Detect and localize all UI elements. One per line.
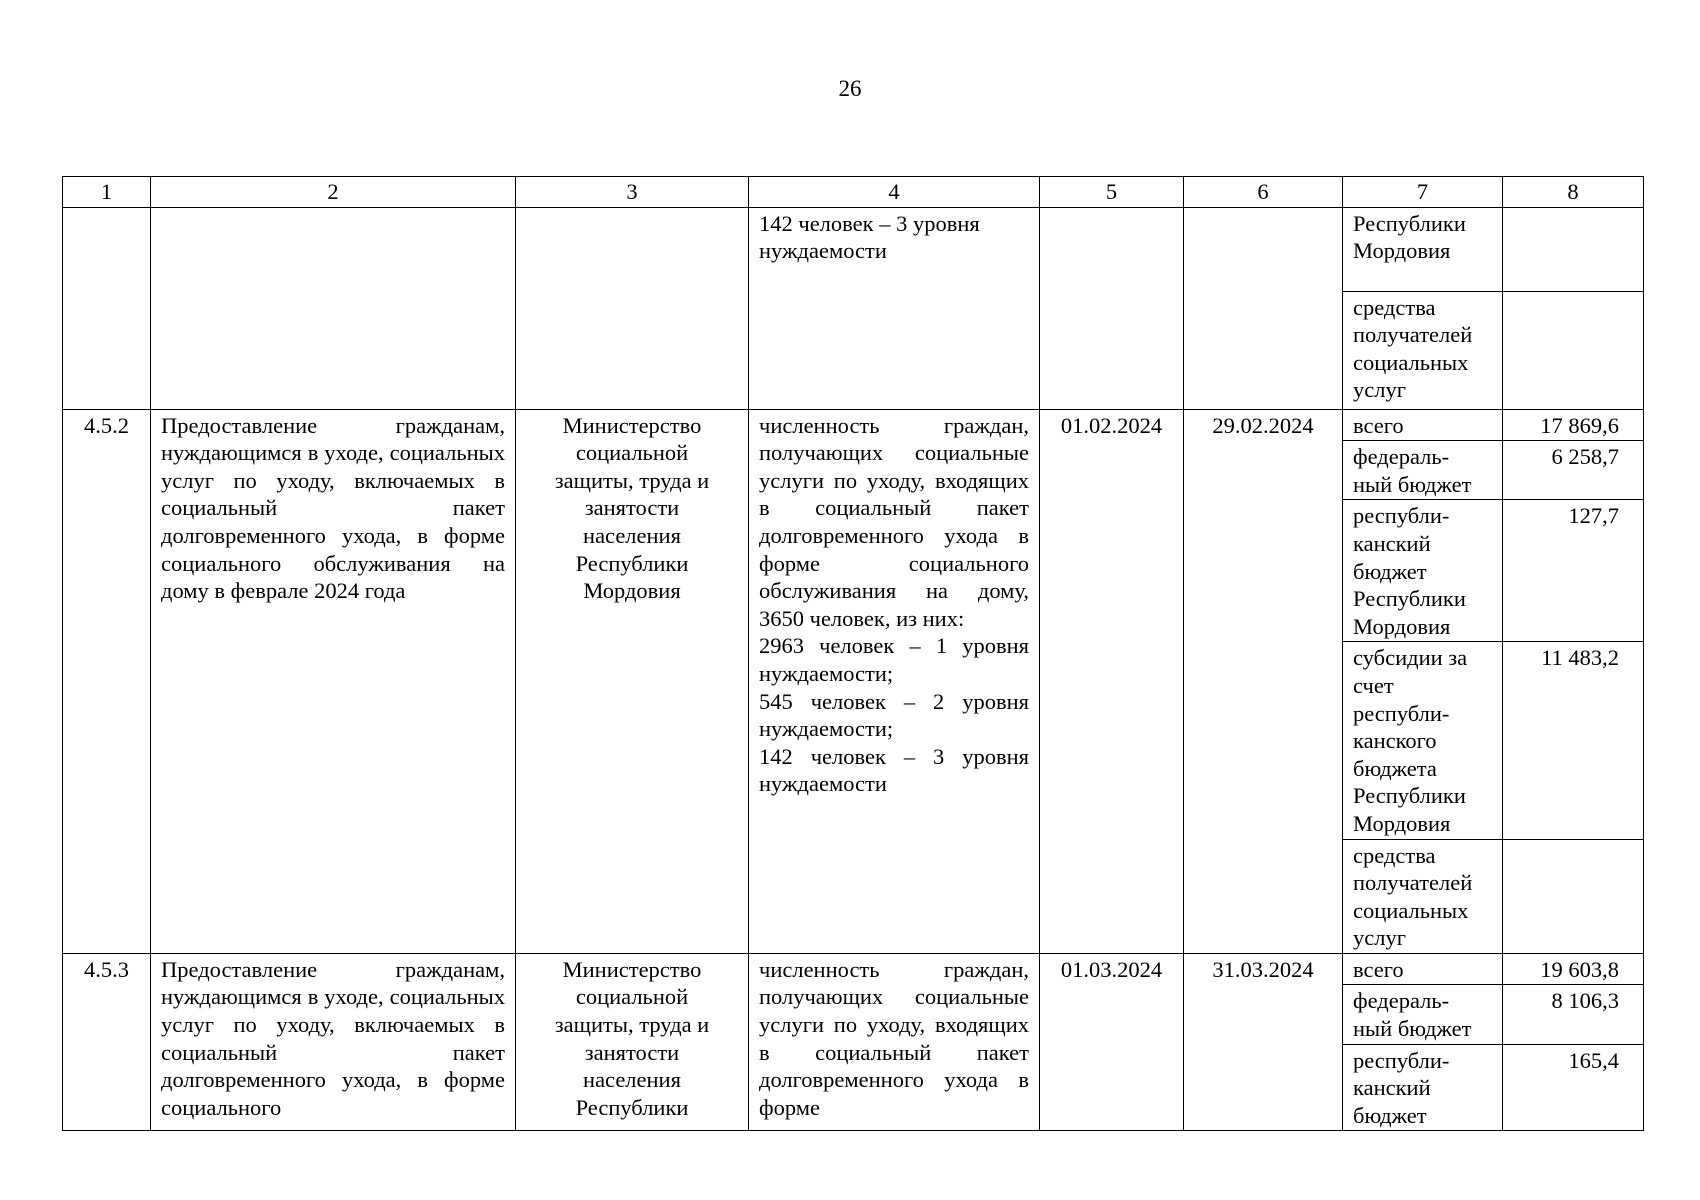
funding-amount: 8 106,3 [1503,985,1644,1044]
indicator-text: численность граждан, получающих социальные услуги по уходу, входящих в социальный пакет долговременного ухода в форме социального обслуживания на дому, 3650 человек, из них: 2963 человек – 1 уровня нуждаемости; 545 человек – 2 уровня нуждаемости; 142 человек – 3 уровня нуждаемости [749,409,1040,953]
start-date: 01.02.2024 [1040,409,1184,953]
column-number: 4 [749,177,1040,208]
plan-table [62,176,1644,1131]
funding-source: средства получателей социальных услуг [1343,291,1503,409]
column-number: 8 [1503,177,1644,208]
column-number: 6 [1184,177,1343,208]
page-number: 26 [838,76,862,101]
funding-source: средства получателей социальных услуг [1343,839,1503,953]
funding-amount [1503,207,1644,291]
funding-source: всего [1343,953,1503,985]
start-date: 01.03.2024 [1040,953,1184,1131]
cell-empty [1040,207,1184,409]
indicator-text: численность граждан, получающих социальные услуги по уходу, входящих в социальный пакет долговременного ухода в форме [749,953,1040,1131]
funding-source: республи- канский бюджет [1343,1044,1503,1131]
funding-source: федераль- ный бюджет [1343,441,1503,500]
item-number: 4.5.3 [63,953,151,1131]
indicator-text: 142 человек – 3 уровня нуждаемости [749,207,1040,409]
funding-amount: 127,7 [1503,500,1644,642]
item-number: 4.5.2 [63,409,151,953]
cell-empty [516,207,749,409]
funding-source: Республики Мордовия [1343,207,1503,291]
executor: Министерство социальной защиты, труда и занятости населения Республики Мордовия [516,409,749,953]
cell-empty [151,207,516,409]
funding-amount [1503,839,1644,953]
funding-source: республи- канский бюджет Республики Мордовия [1343,500,1503,642]
funding-source: всего [1343,409,1503,441]
column-number-row [63,177,1644,208]
item-name: Предоставление гражданам, нуждающимся в уходе, социальных услуг по уходу, включаемых в социальный пакет долговременного ухода, в форме социального обслуживания на дому в феврале 2024 года [151,409,516,953]
funding-amount: 11 483,2 [1503,642,1644,839]
column-number: 7 [1343,177,1503,208]
funding-amount [1503,291,1644,409]
funding-source: субсидии за счет республи- канского бюджета Республики Мордовия [1343,642,1503,839]
table-row [63,953,1644,985]
item-name: Предоставление гражданам, нуждающимся в уходе, социальных услуг по уходу, включаемых в социальный пакет долговременного ухода, в форме социального [151,953,516,1131]
column-number: 5 [1040,177,1184,208]
table-row [63,409,1644,441]
funding-amount: 17 869,6 [1503,409,1644,441]
funding-amount: 19 603,8 [1503,953,1644,985]
funding-source: федераль- ный бюджет [1343,985,1503,1044]
executor: Министерство социальной защиты, труда и занятости населения Республики [516,953,749,1131]
column-number: 2 [151,177,516,208]
cell-empty [63,207,151,409]
cell-empty [1184,207,1343,409]
column-number: 1 [63,177,151,208]
continuation-row [63,207,1644,291]
end-date: 29.02.2024 [1184,409,1343,953]
funding-amount: 165,4 [1503,1044,1644,1131]
column-number: 3 [516,177,749,208]
funding-amount: 6 258,7 [1503,441,1644,500]
end-date: 31.03.2024 [1184,953,1343,1131]
